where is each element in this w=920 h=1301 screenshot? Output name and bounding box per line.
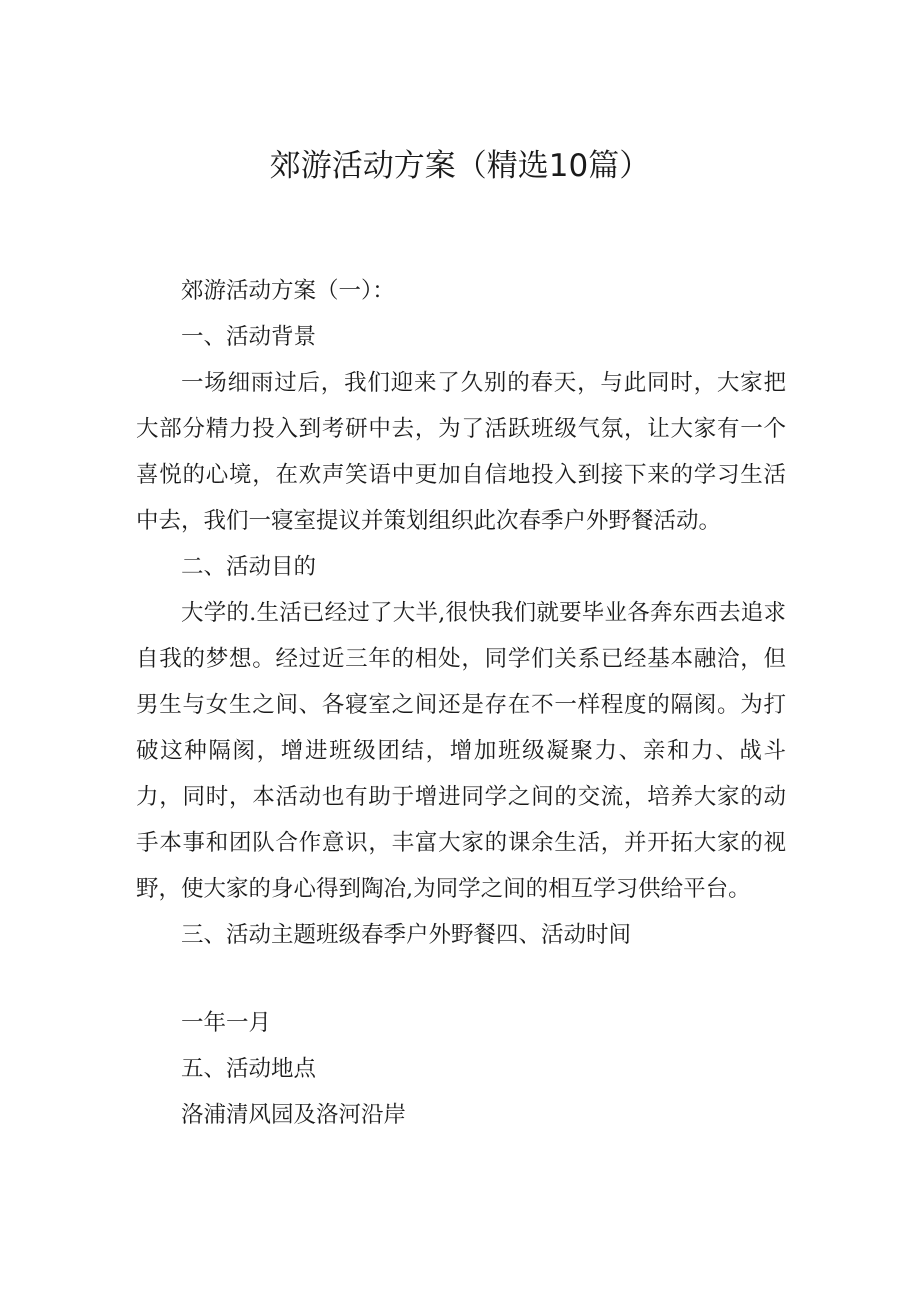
paragraph: 一年一月 xyxy=(181,1010,272,1036)
section-heading: 五、活动地点 xyxy=(181,1056,317,1082)
section-heading: 一、活动背景 xyxy=(181,324,317,350)
document-title: 郊游活动方案（精选10篇） xyxy=(269,148,651,184)
paragraph: 大学的.生活已经过了大半,很快我们就要毕业各奔东西去追求自我的梦想。经过近三年的相处，同学们关系已经基本融洽，但男生与女生之间、各寝室之间还是存在不一样程度的隔阂。为打破这种隔阂，增进班级团结，增加班级凝聚力、亲和力、战斗力，同时，本活动也有助于增进同学之间的交流，培养大家的动手本事和团队合作意识，丰富大家的课余生活，并开拓大家的视野，使大家的身心得到陶冶,为同学之间的相互学习供给平台。 xyxy=(136,600,786,902)
paragraph: 一场细雨过后，我们迎来了久别的春天，与此同时，大家把大部分精力投入到考研中去，为了活跃班级气氛，让大家有一个喜悦的心境，在欢声笑语中更加自信地投入到接下来的学习生活中去，我们一寝室提议并策划组织此次春季户外野餐活动。 xyxy=(136,370,786,534)
paragraph: 洛浦清风园及洛河沿岸 xyxy=(181,1102,407,1128)
document-body xyxy=(136,268,786,1138)
section-heading: 郊游活动方案（一）： xyxy=(181,278,395,304)
section-heading: 三、活动主题班级春季户外野餐四、活动时间 xyxy=(181,922,632,948)
section-heading: 二、活动目的 xyxy=(181,554,317,580)
